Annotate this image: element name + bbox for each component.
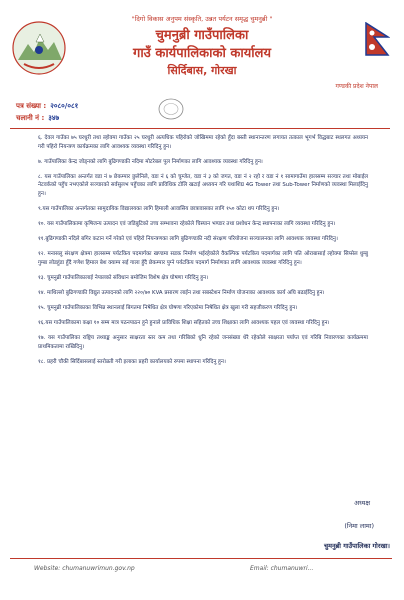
office-seal-icon	[158, 98, 184, 120]
signatory-name: (निमा लामा)	[344, 522, 374, 530]
motto: "दिगो विकास अनुपम संस्कृति, उन्नत पर्यटन समृद्ध चुमनुब्री "	[131, 15, 273, 23]
signatory-office: चुमनुब्री गाउँपालिका गोरखा।	[323, 542, 390, 550]
request-item: १७. यस गाउँपालिका राष्ट्रिय तथ्याङ्क अनुसार साक्षरता स्तर कम तथा गरिबिको धुनि रहेको जनसंख्या धेरै रहेकोले साक्षरता पर्याप्त एवं गरिबि निवारणका कार्यक्रममा प्राथमिकतामा राखिदिनु।	[38, 335, 368, 350]
request-item: १३. चुमनुब्री गाउँपालिकालाई नेपालको संविधान बमोजिम विशेष क्षेत्र घोषणा गरिदिनु हुन।	[38, 275, 209, 282]
office-name-line1: चुमनुब्री गाउँपालिका	[155, 28, 249, 43]
footer-website: Website: chumanuwrimun.gov.np	[34, 565, 135, 572]
request-list	[38, 134, 368, 373]
footer-divider	[10, 558, 392, 559]
office-name-line2: गाउँ कार्यपालिकाको कार्यालय	[133, 46, 271, 61]
dispatch-label: चलानी नं :	[16, 114, 45, 122]
request-item: ६. देवल गाउँका ७५ घरधुरी तथा ल्होक्पा गाउँका २५ घरधुरी अत्यधिक पहिरोको जोखिममा रहेको हुँदा बस्ती स्थानान्तरण लगायत तत्काल भूगर्भ विद्धबाट स्थलगत अध्ययन गरी पहिरो नियन्त्रण कार्यक्रमका लागि आवश्यक व्यवस्था गरिदिनु हुन।	[38, 135, 368, 150]
reference-label: पत्र संख्या :	[16, 102, 47, 110]
request-item: ११.बुढिगण्डकी नदिले बगिर कटान गर्ने गरेको एवं पहिरो नियन्त्रणका लागि बुढिगण्डकी नदी संरक्षण परियोजना सञ्चालनका लागि आवश्यक व्यवस्था गरिदिनु।	[38, 236, 338, 243]
office-address: सिर्दिबास, गोरखा	[167, 64, 237, 77]
request-item: १२. मनासलु संरक्षण क्षेत्रमा हालसम्म पर्यटकिय पदमार्गका खण्डमा सडक निर्माण भईरहेकोले वैकल्पिक पर्यटकिय पदमार्गका लागि पति ओराबासाई ल्होक्पा सिप्सेल धुम्बु गुम्बा लोडहुंडा हुँदै गणेश हिमाल बेश क्याम्प सई गाला हुँदै छेकम्पार पुग्ने पर्यटकिय पदमार्ग निर्माणका लागि आवश्यक व्यवस्था गरिदिनु हुन।	[38, 251, 368, 266]
request-item: १६.यस गाउँपालिकामा कक्षा १० सम्म मात्र पठनपाठन हुने हुनाले प्राविधिक शिक्षा सहितको उच्च शिक्षाका लागि आवश्यक पहल एवं व्यवस्था गरिदिनु हुन।	[38, 320, 330, 327]
request-item: ८. यस गाउँपालिका अन्तर्गत वडा नं ७ छेकम्पार छुलेनिले, वडा नं ६ को चुम्जेत, वडा नं ३ को जगत, वडा नं २ रहो र वडा नं १ सामागाउँमा हालसम्म सञ्चार तथा मोबाईल नेटवर्कको पहुँच नभएकोले सञ्चारको सर्वसुलभ पहुँचका लागि प्राविधिक टोलि खटाई अध्ययन गरि यथाशिघ्र 4G Tower तथा Sub-Tower निर्माणको व्यवस्था मिलाईदिनु हुन।	[38, 173, 368, 197]
dispatch-number	[16, 114, 59, 123]
request-item: ९.यस गाउँपालिका अन्तर्गतका सामुदायिक विद्यालयका लागि हिमाली आवासिय छात्रावासका लागि १५० कोटा थप गरिदिनु हुन।	[38, 206, 280, 213]
reference-value: २०८०/०८१	[50, 102, 79, 110]
request-item: १४. माथिल्लो बुढिगण्डकी विद्युत उत्पादनको लागि २२०/७० KVA प्रसारण लाईन तथा सबस्टेशन निर्माण योजनाका आवश्यक कार्य अघि बढाईदिनु हुन।	[38, 290, 325, 297]
signatory-title: अध्यक्ष	[354, 499, 370, 507]
header-divider	[10, 128, 390, 129]
dispatch-value: ३४७	[48, 114, 60, 122]
request-item: ७. गाउँपालिका केन्द्र जोड्नको लागि बुढिगण्डकी नदिमा मोटरेबल पुल निर्माणका लागि आवश्यक व्यवस्था गरिदिनु हुन।	[38, 158, 263, 165]
footer-email: Email: chumanuwri...	[250, 565, 314, 572]
province-label: गण्डकी प्रदेश नेपाल	[335, 83, 378, 90]
reference-number	[16, 102, 78, 111]
request-item: १८. प्रहरी चौकी सिर्दिबासलाई स्तरोन्नती गरी इलाका प्रहरी कार्यालयको रुपमा स्थापना गरिदिनु हुन।	[38, 359, 226, 366]
request-item: १५. चुमनुब्री गाउँपालिकाका विभिन्न स्थानलाई बिगतमा निषेधित क्षेत्र घोषणा गरिएकोमा निषेधित क्षेत्र खुला गरी सहजीकरण गरिदिनु हुन।	[38, 305, 298, 312]
request-item: १०. यस गाउँपालिकामा कृषिजन्य उत्पादन एवं जडिबुटिको उच्च सम्भावना रहेकोले चिस्यान भण्डार तथा प्रशोधन केन्द्र स्थापनाका लागि व्यवस्था गरिदिनु हुन।	[38, 221, 336, 228]
